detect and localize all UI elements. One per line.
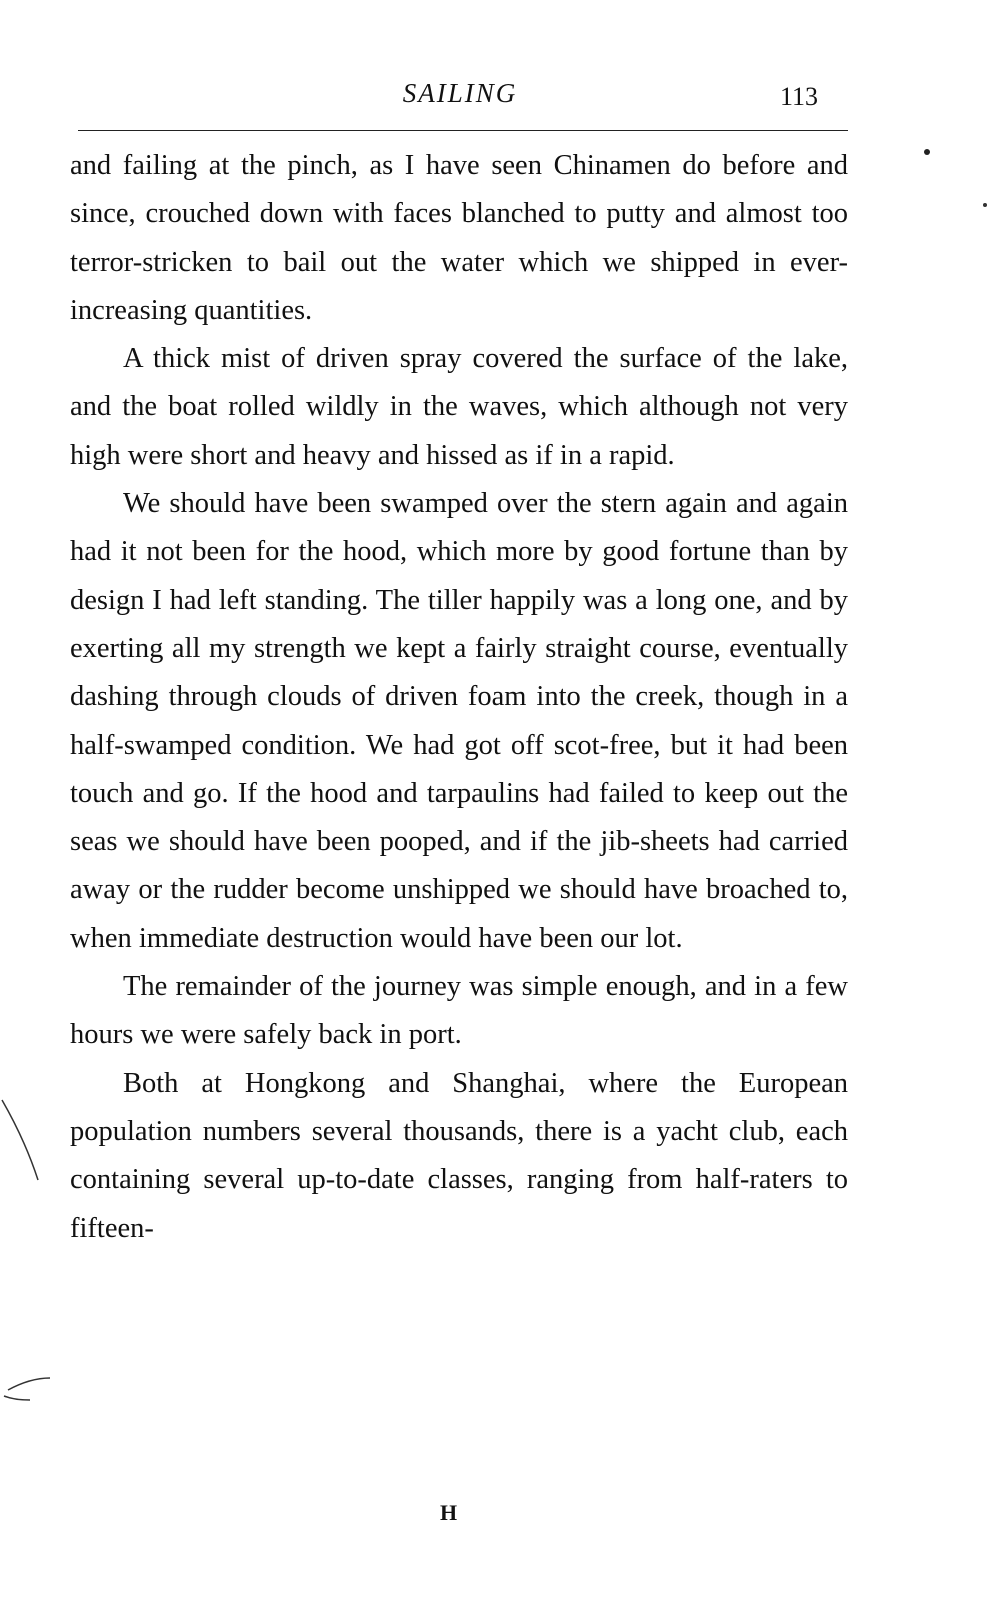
signature-mark: H [440, 1500, 458, 1525]
margin-stroke-1 [2, 1100, 38, 1180]
paragraph-5: Both at Hongkong and Shanghai, where the European population numbers several thousands, there is a yacht club, each containing several up-to-date classes, ranging from half-raters to fifteen- [70, 1067, 848, 1244]
running-title: SAILING [402, 78, 518, 108]
paragraph-2: A thick mist of driven spray covered the surface of the lake, and the boat rolled wildly in the waves, which although not very high were short and heavy and hissed as if in a rapid. [70, 343, 848, 471]
margin-stroke-2 [4, 1378, 50, 1400]
paragraph-3: We should have been swamped over the stern again and again had it not been for the hood, which more by good fortune than by design I had left standing. The tiller happily was a long one, and by exerting all my strength we kept a fairly straight course, eventually dashing through clouds of driven foam into the creek, though in a half-swamped condition. We had got off scot-free, but it had been touch and go. If the hood and tarpaulins had failed to keep out the seas we should have been pooped, and if the jib-sheets had carried away or the rudder become unshipped we should have broached to, when immediate destruction would have been our lot. [70, 488, 848, 954]
page-number: 113 [780, 82, 819, 111]
ink-dot-2 [983, 203, 987, 207]
paragraph-1: and failing at the pinch, as I have seen Chinamen do before and since, crouched down with faces blanched to putty and almost too terror-stricken to bail out the water which we shipped in ever-increasing quantities. [70, 150, 848, 326]
paragraph-4: The remainder of the journey was simple enough, and in a few hours we were safely back in port. [70, 971, 848, 1051]
ink-dot-1 [924, 149, 930, 155]
